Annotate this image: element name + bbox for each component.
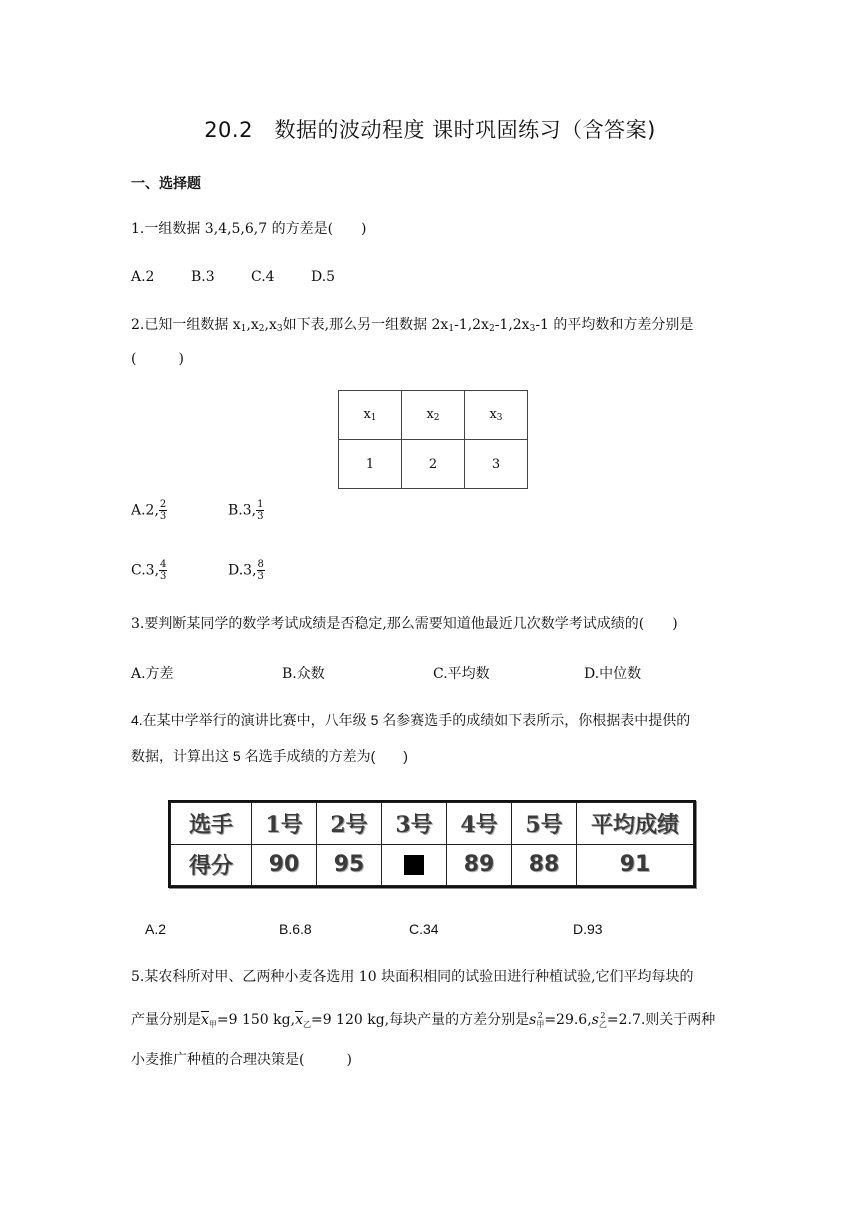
question-2-paren: ( )	[131, 351, 184, 367]
q1-option-c: C.4	[251, 269, 275, 285]
question-2-text: 2.已知一组数据 $x_1,x_2,x_3$如下表,那么另一组数据 $2x_1-1,2x_2-1,2x_3-1$ 的平均数和方差分别是	[131, 317, 694, 334]
q2-table-cell: 1	[339, 440, 402, 489]
q4-option-c: C.34	[409, 921, 439, 937]
q4-table-cell: 90	[252, 844, 317, 886]
q4-table-header: 1号	[252, 803, 317, 845]
q4-table-cell: 95	[317, 844, 382, 886]
q4-score-table	[168, 800, 696, 888]
q1-option-d: D.5	[311, 269, 336, 285]
page-title: 20.2 数据的波动程度 课时巩固练习（含答案)	[204, 118, 656, 142]
q4-table-header: 2号	[317, 803, 382, 845]
q4-table-header: 4号	[447, 803, 512, 845]
q4-option-a: A.2	[145, 921, 167, 937]
question-5-line3: 小麦推广种植的合理决策是( )	[131, 1052, 352, 1068]
q4-table-cell: 91	[577, 844, 694, 886]
q4-table-header: 5号	[512, 803, 577, 845]
q2-option-a: A.2, $\frac{2}{3}$	[131, 499, 167, 522]
q3-option-a: A.方差	[131, 666, 174, 682]
q4-table-cell-hidden	[382, 844, 447, 886]
q3-option-b: B.众数	[282, 666, 325, 682]
q4-option-b: B.6.8	[279, 921, 312, 937]
question-5-line1: 5.某农科所对甲、乙两种小麦各选用 10 块面积相同的试验田进行种植试验,它们平均每块的	[131, 969, 694, 985]
q3-option-d: D.中位数	[584, 666, 642, 682]
q4-table-header: 平均成绩	[577, 803, 694, 845]
question-4-line1: 4.在某中学举行的演讲比赛中，八年级 5 名参赛选手的成绩如下表所示，你根据表中提供的	[131, 712, 691, 728]
q2-table-cell: 3	[465, 440, 528, 489]
q4-table-cell: 88	[512, 844, 577, 886]
q4-option-d: D.93	[573, 921, 603, 937]
q2-table-header-x1: $x_1$	[339, 391, 402, 440]
q1-option-a: A.2	[131, 269, 155, 285]
question-3-text: 3.要判断某同学的数学考试成绩是否稳定,那么需要知道他最近几次数学考试成绩的( )	[131, 616, 678, 632]
q2-option-c: C.3, $\frac{4}{3}$	[131, 559, 167, 582]
q2-option-b: B.3, $\frac{1}{3}$	[228, 499, 264, 522]
q4-table-header: 选手	[171, 803, 252, 845]
q2-table-cell: 2	[402, 440, 465, 489]
question-4-line2: 数据，计算出这 5 名选手成绩的方差为( )	[131, 748, 408, 764]
q2-option-d: D.3, $\frac{8}{3}$	[228, 559, 264, 582]
q4-table-cell: 89	[447, 844, 512, 886]
q2-table-header-x3: $x_3$	[465, 391, 528, 440]
section-heading: 一、选择题	[131, 176, 201, 192]
q4-table-header: 3号	[382, 803, 447, 845]
question-1-text: 1.一组数据 3,4,5,6,7 的方差是( )	[131, 221, 367, 237]
question-5-line2: 产量分别是$x_甲=9$ 150 $kg,x_乙=9$ 120 kg,每块产量的方差分别是s 2 甲 =29.6,s 2 乙 =2.7.则关于两种	[131, 1011, 716, 1029]
q2-table-header-x2: $x_2$	[402, 391, 465, 440]
q3-option-c: C.平均数	[433, 666, 490, 682]
q4-table-row-label: 得分	[171, 844, 252, 886]
black-square-icon	[404, 855, 424, 875]
q1-option-b: B.3	[191, 269, 215, 285]
q2-data-table	[338, 390, 528, 489]
